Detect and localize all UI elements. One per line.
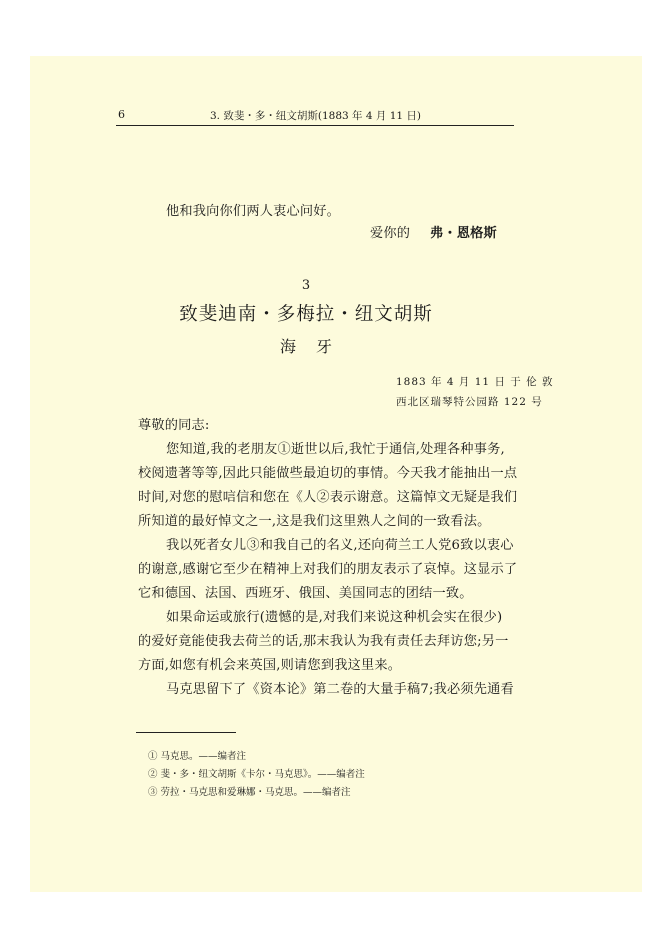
letter-title: 致斐迪南・多梅拉・纽文胡斯 <box>179 304 433 325</box>
footnote-rule <box>136 732 236 733</box>
closing-text: 爱你的 <box>370 226 411 241</box>
page-number: 6 <box>118 108 125 121</box>
date-line-1: 1883 年 4 月 11 日 于 伦 敦 <box>396 376 554 388</box>
letter-place: 海牙 <box>279 337 352 356</box>
body-line: 时间,对您的慰唁信和您在《人②表示谢意。这篇悼文无疑是我们 <box>138 490 518 505</box>
body-line: 马克思留下了《资本论》第二卷的大量手稿7;我必须先通看 <box>166 682 514 697</box>
body-line: 我以死者女儿③和我自己的名义,还向荷兰工人党6致以衷心 <box>166 538 514 553</box>
body-line: 如果命运或旅行(遗憾的是,对我们来说这种机会实在很少) <box>166 610 503 625</box>
body-line: 方面,如您有机会来英国,则请您到我这里来。 <box>138 658 402 673</box>
footnote: ② 斐・多・纽文胡斯《卡尔・马克思》。——编者注 <box>148 769 365 780</box>
running-header: 3. 致斐・多・纽文胡斯(1883 年 4 月 11 日) <box>210 110 421 122</box>
body-line: 校阅遗著等等,因此只能做些最迫切的事情。今天我才能抽出一点 <box>138 466 518 481</box>
body-line: 的爱好竟能使我去荷兰的话,那末我认为我有责任去拜访您;另一 <box>138 634 509 649</box>
opening-line: 他和我向你们两人衷心问好。 <box>166 204 341 219</box>
closing-signature: 弗・恩格斯 <box>430 226 497 241</box>
body-line: 所知道的最好悼文之一,这是我们这里熟人之间的一致看法。 <box>138 514 491 529</box>
body-line: 它和德国、法国、西班牙、俄国、美国同志的团结一致。 <box>138 586 473 601</box>
salutation: 尊敬的同志: <box>138 418 210 433</box>
footnote: ① 马克思。——编者注 <box>148 751 247 762</box>
date-line-2: 西北区瑞琴特公园路 122 号 <box>396 396 543 408</box>
body-line: 您知道,我的老朋友①逝世以后,我忙于通信,处理各种事务, <box>166 442 505 457</box>
letter-number: 3 <box>301 278 311 293</box>
footnote: ③ 劳拉・马克思和爱琳娜・马克思。——编者注 <box>148 787 351 798</box>
header-rule <box>116 125 514 126</box>
body-line: 的谢意,感谢它至少在精神上对我们的朋友表示了哀悼。这显示了 <box>138 562 518 577</box>
